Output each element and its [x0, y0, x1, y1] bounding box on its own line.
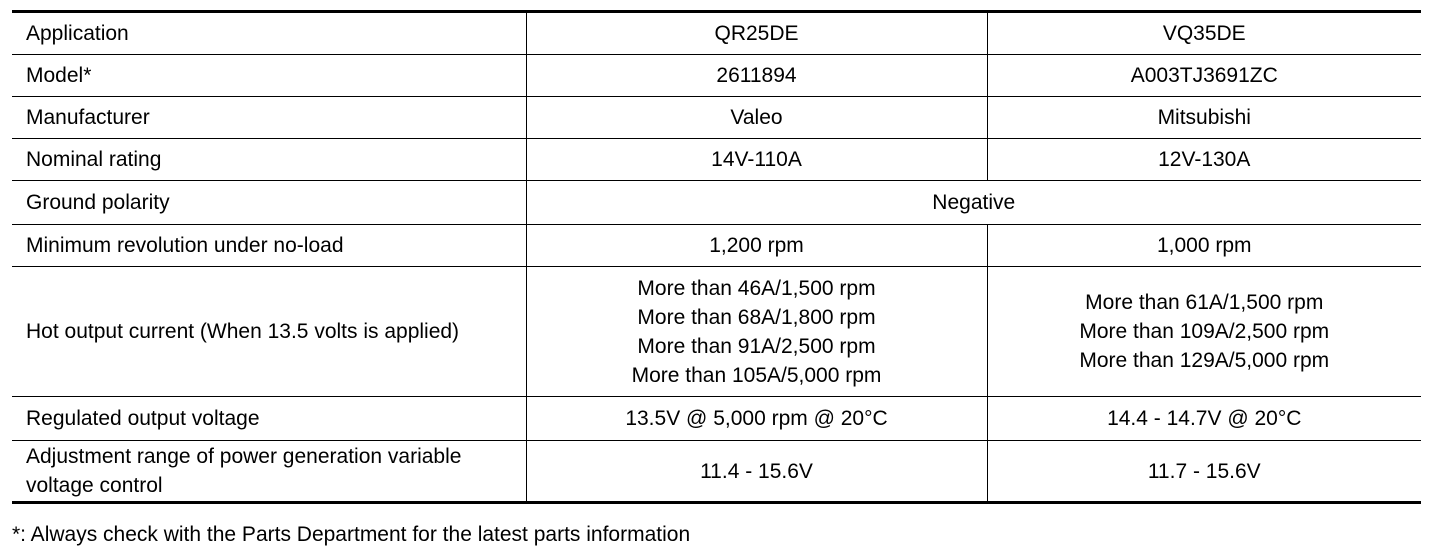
table-row — [12, 441, 1421, 503]
header-label: Application — [12, 12, 526, 55]
label-line: voltage control — [26, 474, 163, 497]
cell-line: More than 68A/1,800 rpm — [637, 305, 876, 329]
cell-line: More than 129A/5,000 rpm — [1079, 349, 1330, 372]
cell-value-merged: Negative — [526, 181, 1421, 225]
footnote: *: Always check with the Parts Department for the latest parts information — [12, 523, 691, 546]
cell-value: 13.5V @ 5,000 rpm @ 20°C — [526, 397, 987, 441]
table-row — [12, 267, 1421, 397]
cell-value-multiline — [526, 267, 987, 397]
alternator-spec-table — [12, 10, 1421, 504]
cell-value: 1,200 rpm — [526, 225, 987, 267]
row-label: Hot output current (When 13.5 volts is applied) — [12, 267, 526, 397]
cell-line: More than 105A/5,000 rpm — [631, 363, 882, 387]
cell-value: 11.4 - 15.6V — [526, 441, 987, 503]
header-col2: VQ35DE — [987, 12, 1421, 55]
cell-value: 1,000 rpm — [987, 225, 1421, 267]
cell-line: More than 109A/2,500 rpm — [1079, 320, 1330, 343]
row-label: Ground polarity — [12, 181, 526, 225]
table-row — [12, 97, 1421, 139]
cell-value: 14V-110A — [526, 139, 987, 181]
row-label: Model* — [12, 55, 526, 97]
table-row — [12, 181, 1421, 225]
row-label: Manufacturer — [12, 97, 526, 139]
table-row — [12, 397, 1421, 441]
row-label: Nominal rating — [12, 139, 526, 181]
cell-line: More than 61A/1,500 rpm — [1085, 291, 1324, 314]
cell-value-multiline — [987, 267, 1421, 397]
cell-value: A003TJ3691ZC — [987, 55, 1421, 97]
row-label: Minimum revolution under no-load — [12, 225, 526, 267]
header-col1: QR25DE — [526, 12, 987, 55]
cell-line: More than 91A/2,500 rpm — [637, 334, 876, 358]
table-row — [12, 139, 1421, 181]
row-label — [12, 441, 526, 503]
table-row — [12, 55, 1421, 97]
cell-value: 2611894 — [526, 55, 987, 97]
table-header-row — [12, 12, 1421, 55]
cell-value: Mitsubishi — [987, 97, 1421, 139]
cell-value: 14.4 - 14.7V @ 20°C — [987, 397, 1421, 441]
label-line: Adjustment range of power generation variable — [26, 445, 462, 468]
row-label: Regulated output voltage — [12, 397, 526, 441]
table-row — [12, 225, 1421, 267]
cell-value: Valeo — [526, 97, 987, 139]
cell-value: 12V-130A — [987, 139, 1421, 181]
cell-value: 11.7 - 15.6V — [987, 441, 1421, 503]
cell-line: More than 46A/1,500 rpm — [637, 276, 876, 300]
